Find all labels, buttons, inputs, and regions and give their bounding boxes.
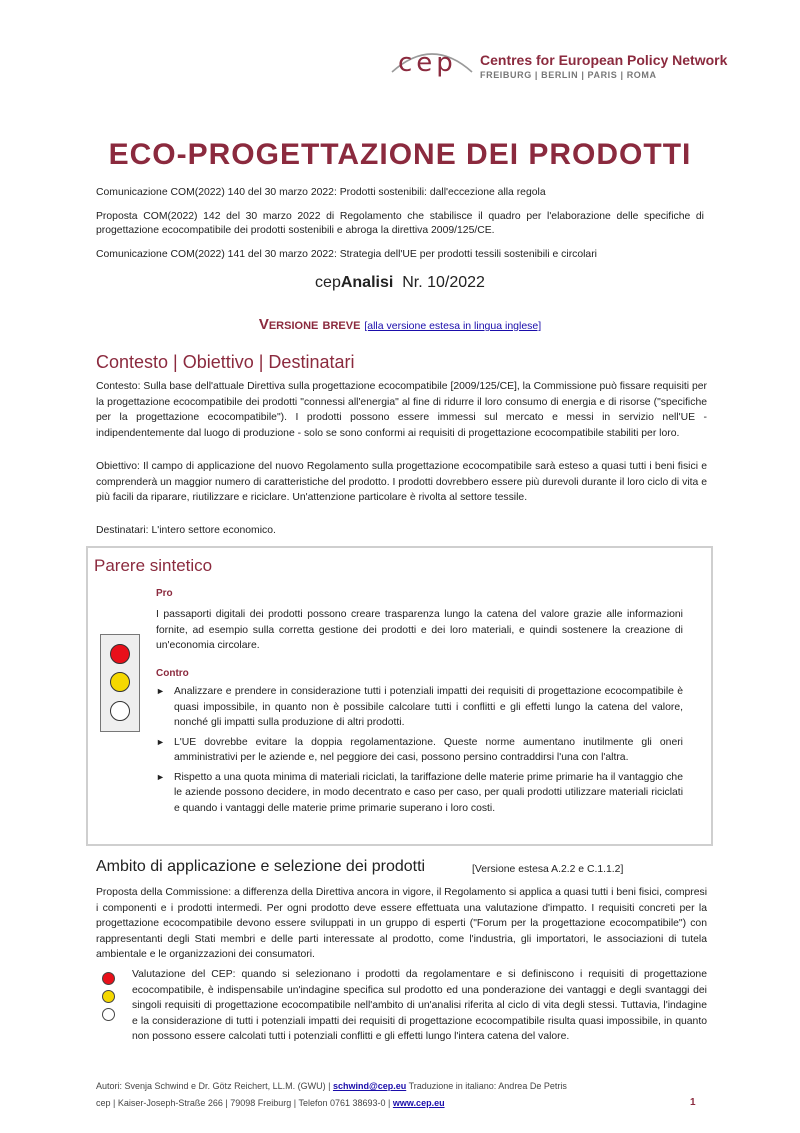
contra-label: Contro bbox=[156, 668, 189, 679]
pro-text: I passaporti digitali dei prodotti possono creare trasparenza lungo la catena del valore grazie alle informazioni fornite, ad esempio sulla corretta gestione dei prodotti e dei loro materiali, e quindi sostenere la creazione di un'economia circolare. bbox=[156, 609, 683, 651]
reference-1: Comunicazione COM(2022) 140 del 30 marzo 2022: Prodotti sostenibili: dall'eccezione alla regola bbox=[96, 187, 546, 198]
context-text: Sulla base dell'attuale Direttiva sulla progettazione ecocompatibile [2009/125/CE], la Commissione può fissare requisiti per la progettazione ecocompatibile dei prodotti "connessi all'energia" al fine di ridurre il loro consumo di energia e di risorse ("specifiche per la progettazione ecocompatibile"). I prodotti possono essere immessi sul mercato e messi in servizio nell'UE - indipendentemente dal luogo di produzione - solo se sono conformi ai requisiti di progettazione ecocompatibile stabiliti per loro. bbox=[96, 381, 707, 439]
bullet-arrow-icon: ► bbox=[156, 736, 165, 747]
context-paragraph bbox=[96, 379, 707, 441]
objective-label: Obiettivo: bbox=[96, 461, 140, 472]
analysis-prefix: cep bbox=[315, 274, 341, 291]
proposal-text: a differenza della Direttiva ancora in vigore, il Regolamento si applica a quasi tutti i beni fisici, compresi i componenti e i prodotti intermedi. Per ogni prodotto deve essere effettuata una valutazione d'impatto. I requisiti concreti per la progettazione ecocompatibile devono essere sviluppati in un gruppo di esperti ("Forum per la progettazione ecocompatibile") con rappresentanti degli Stati membri e delle parti interessate al prodotto, come l'industria, gli importatori, le associazioni di tutela ambientale e le organizzazioni dei consumatori. bbox=[96, 887, 708, 960]
analysis-number-value: Nr. 10/2022 bbox=[402, 274, 485, 291]
context-section-title: Contesto | Obiettivo | Destinatari bbox=[96, 352, 355, 372]
traffic-light-off bbox=[110, 701, 130, 721]
page-title: ECO-PROGETTAZIONE DEI PRODOTTI bbox=[108, 138, 692, 171]
objective-text: Il campo di applicazione del nuovo Regolamento sulla progettazione ecocompatibile sarà esteso a quasi tutti i beni fisici e comprenderà un maggior numero di caratteristiche del prodotto. I prodotti dovrebbero essere più durevoli durante il loro ciclo di vita e più facili da riparare, riutilizzare e riciclare. Un'attenzione particolare è rivolta al settore tessile. bbox=[96, 461, 707, 503]
version-line bbox=[0, 316, 800, 333]
mini-light-yellow bbox=[102, 990, 115, 1003]
network-name: Centres for European Policy Network bbox=[480, 52, 728, 68]
mini-light-off bbox=[102, 1008, 115, 1021]
scope-section-ref: [Versione estesa A.2.2 e C.1.1.2] bbox=[472, 864, 624, 875]
context-label: Contesto: bbox=[96, 381, 141, 392]
proposal-label: Proposta della Commissione: bbox=[96, 887, 232, 898]
traffic-light-yellow bbox=[110, 672, 130, 692]
analysis-label: Analisi bbox=[340, 274, 394, 291]
page-number: 1 bbox=[690, 1097, 696, 1108]
pro-label: Pro bbox=[156, 588, 173, 599]
contra-item: ► L'UE dovrebbe evitare la doppia regolamentazione. Queste norme aumentano inutilmente gli oneri amministrativi per le aziende e, nel peggiore dei casi, possono persino contraddirsi l'una con l'altra. bbox=[156, 736, 683, 763]
audience-paragraph bbox=[96, 523, 707, 539]
mini-light-red bbox=[102, 972, 115, 985]
objective-paragraph bbox=[96, 459, 707, 506]
version-label: Versione breve bbox=[258, 316, 361, 333]
bullet-arrow-icon: ► bbox=[156, 686, 165, 696]
scope-section-title: Ambito di applicazione e selezione dei prodotti bbox=[96, 858, 426, 875]
reference-3: Comunicazione COM(2022) 141 del 30 marzo 2022: Strategia dell'UE per prodotti tessili sostenibili e circolari bbox=[96, 249, 597, 260]
cep-assessment-label: Valutazione del CEP: bbox=[132, 969, 236, 980]
contra-item: ► Rispetto a una quota minima di materiali riciclati, la tariffazione delle materie prime primarie ha il vantaggio che le aziende possono decidere, in modo decentrato e caso per caso, per quali prodotti utilizzare materiali riciclati e quando i vantaggi delle materie prime primarie superano i loro costi. bbox=[156, 771, 683, 814]
summary-title: Parere sintetico bbox=[94, 556, 213, 575]
cep-logo: cep bbox=[398, 48, 457, 78]
cep-assessment-paragraph bbox=[132, 967, 707, 1045]
audience-text: L'intero settore economico. bbox=[151, 525, 276, 536]
audience-label: Destinatari: bbox=[96, 525, 149, 536]
cep-assessment-text: quando si selezionano i prodotti da regolamentare e si definiscono i requisiti di progettazione ecocompatibile, è indispensabile un'indagine specifica sul prodotto ed una ponderazione dei vantaggi e degli svantaggi dei singoli requisiti di progettazione ecocompatibile nell'ambito di un'analisi riferita al ciclo di vita degli stessi. Tuttavia, l'indagine e la considerazione di tutti i potenziali impatti dei requisiti di progettazione ecocompatibile risulta quasi impossibile, in quanto non possono essere calcolati tutti i potenziali conflitti e gli effetti lungo l'intera catena del valore. bbox=[132, 969, 707, 1042]
footer-address: cep | Kaiser-Joseph-Straße 266 | 79098 Freiburg | Telefon 0761 38693-0 | www.cep.eu bbox=[96, 1098, 445, 1108]
website-link[interactable]: www.cep.eu bbox=[392, 1098, 445, 1108]
traffic-light-red bbox=[110, 644, 130, 664]
author-email-link[interactable]: schwind@cep.eu bbox=[332, 1081, 407, 1091]
bullet-arrow-icon: ► bbox=[156, 771, 165, 782]
footer-authors: Autori: Svenja Schwind e Dr. Götz Reichert, LL.M. (GWU) | schwind@cep.eu Traduzione in italiano: Andrea De Petris bbox=[96, 1081, 567, 1091]
contra-list bbox=[156, 684, 683, 820]
mini-traffic-light bbox=[98, 970, 120, 1026]
analysis-number bbox=[0, 274, 800, 292]
reference-2: Proposta COM(2022) 142 del 30 marzo 2022 di Regolamento che stabilisce il quadro per l'elaborazione delle specifiche di progettazione ecocompatibile dei prodotti sostenibili e abroga la direttiva 2009/125/CE. bbox=[96, 211, 704, 236]
contra-item: ► Analizzare e prendere in considerazione tutti i potenziali impatti dei requisiti di progettazione ecocompatibile è quasi impossibile, in quanto non è possibile calcolare tutti i conflitti e gli effetti lungo la catena del valore, nonché gli impatti sulla produzione di altri prodotti. bbox=[156, 686, 683, 728]
network-cities: FREIBURG | BERLIN | PARIS | ROMA bbox=[480, 70, 657, 80]
extended-version-link[interactable]: [alla versione estesa in lingua inglese] bbox=[364, 320, 542, 332]
traffic-light bbox=[100, 634, 140, 732]
commission-proposal-paragraph bbox=[96, 885, 707, 963]
